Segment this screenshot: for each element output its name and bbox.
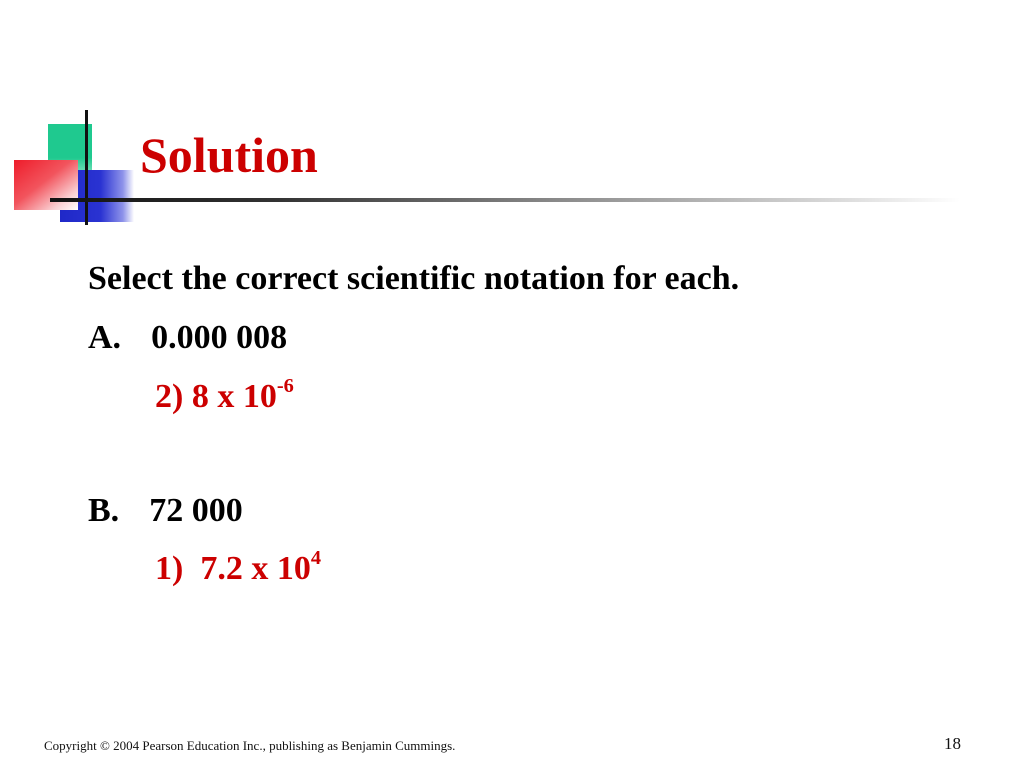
question-a	[88, 321, 287, 355]
answer-a-exponent: -6	[276, 374, 294, 397]
copyright-footer: Copyright © 2004 Pearson Education Inc., publishing as Benjamin Cummings.	[44, 738, 456, 753]
question-b	[88, 494, 243, 528]
question-a-label: A.	[88, 319, 122, 356]
prompt-text: Select the correct scientific notation for each.	[88, 260, 740, 297]
answer-a	[155, 374, 294, 415]
answer-b	[155, 546, 322, 587]
vertical-rule-decoration	[85, 110, 88, 225]
question-b-label: B.	[88, 492, 120, 529]
question-a-value: 0.000 008	[151, 319, 288, 356]
answer-a-text: 2) 8 x 10	[155, 378, 277, 415]
red-square-decoration	[14, 160, 78, 210]
answer-b-text: 1) 7.2 x 10	[155, 550, 311, 587]
answer-b-exponent: 4	[310, 546, 322, 569]
title-underline-rule	[50, 198, 960, 202]
slide-title: Solution	[140, 127, 318, 183]
question-b-value: 72 000	[149, 492, 243, 529]
page-number: 18	[944, 734, 961, 753]
